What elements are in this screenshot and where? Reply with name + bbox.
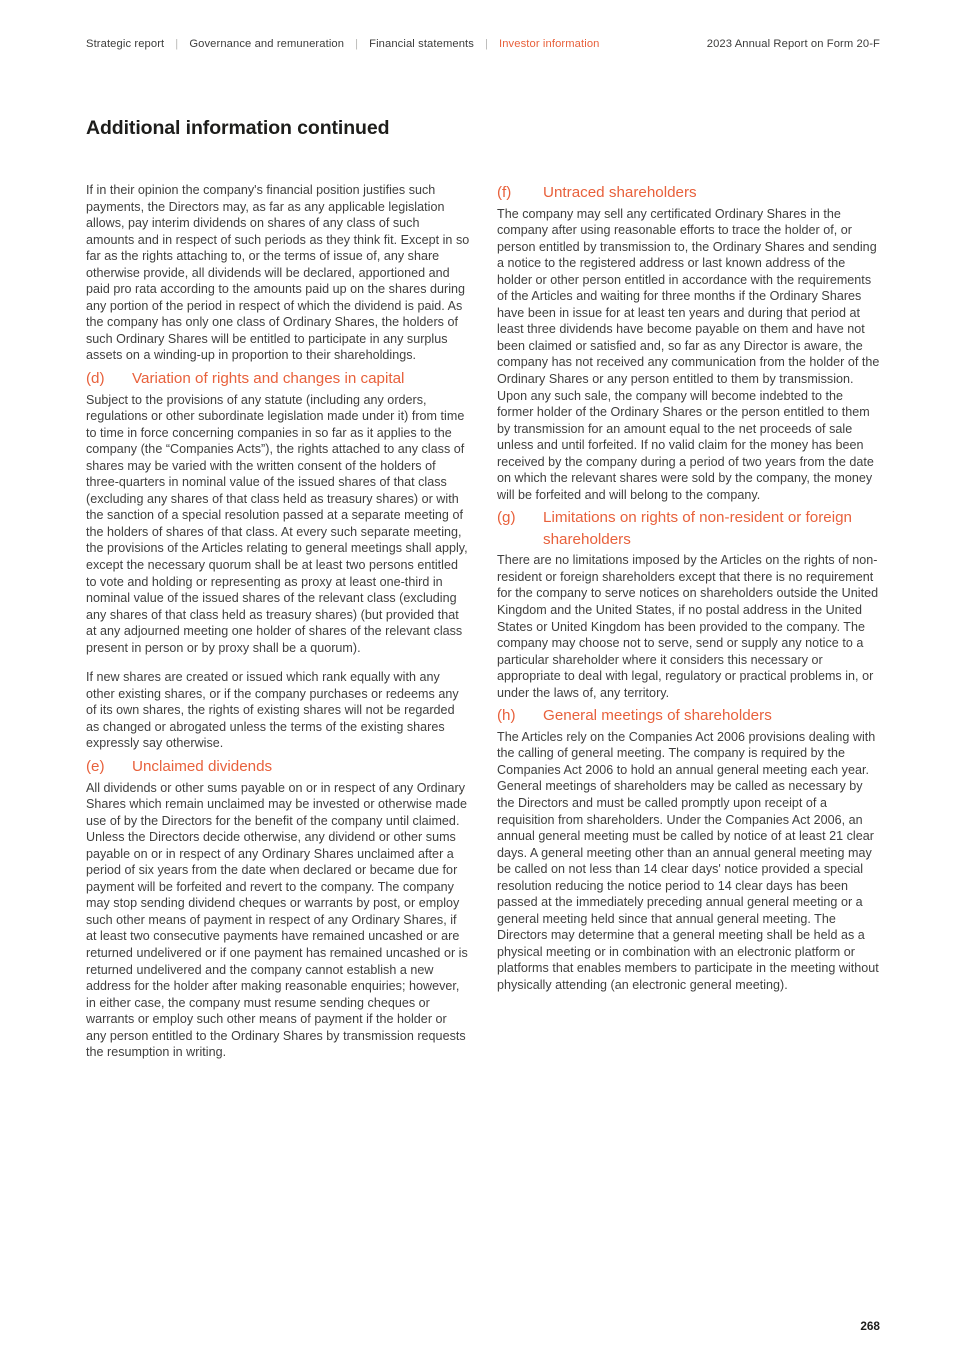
paragraph: All dividends or other sums payable on or in respect of any Ordinary Shares which remain unclaimed may be invested or otherwise made use of by the Directors for the benefit of the company until claimed. Unless the Directors decide otherwise, any dividend or other sums payable on or in respect of any Ordinary Shares unclaimed after a period of six years from the date when declared or became due for payment will be forfeited and revert to the company. The company may stop sending dividend cheques or warrants by post, or employ such other means of payment in respect of any Ordinary Shares, if at least two consecutive payments have remained uncashed or are returned undelivered or if one payment has remained uncashed or is returned undelivered and the company cannot establish a new address for the holder after making reasonable enquiries; however, in either case, the company must resume sending cheques or warrants or employ such other means of payment if the holder or any person entitled to the Ordinary Shares by transmission requests the resumption in writing. [86, 780, 468, 1060]
section-nav [86, 38, 600, 50]
section-heading-f [497, 182, 881, 204]
paragraph: If new shares are created or issued which rank equally with any other existing shares, or if the company purchases or redeems any of its own shares, the rights of existing shares will not be regarded as changed or abrogated unless the terms of the existing shares expressly say otherwise. [86, 670, 459, 751]
nav-item-investor-information[interactable]: Investor information [499, 38, 600, 50]
section-label: (e) [86, 758, 105, 775]
nav-separator: | [175, 38, 179, 50]
right-column [497, 182, 881, 1061]
section-heading-g [497, 507, 881, 550]
section-title: Unclaimed dividends [132, 758, 273, 775]
paragraph: If in their opinion the company's financial position justifies such payments, the Directors may, as far as any applicable legislation allows, pay interim dividends on shares of any class of such amounts and in respect of such periods as they think fit. Except in so far as the rights attaching to, or the terms of issue of, any share otherwise provide, all dividends will be declared, apportioned and paid pro rata according to the amounts paid up on the shares during any portion of the period in respect of which the dividend is paid. As the company has only one class of Ordinary Shares, the holders of such Ordinary Shares will be entitled to participate in any surplus assets on a winding-up in proportion to their shareholdings. [86, 183, 470, 363]
section-label: (g) [497, 509, 516, 527]
section-heading-h [497, 705, 881, 727]
intro-block [86, 182, 470, 364]
section-e [86, 756, 470, 1061]
paragraph: The Articles rely on the Companies Act 2006 provisions dealing with the calling of general meeting. The company is required by the Companies Act 2006 to hold an annual general meeting each year. General meetings of shareholders may be called as necessary by the Directors and must be called promptly upon receipt of a requisition from shareholders. Under the Companies Act 2006, an annual general meeting must be called by notice of at least 21 clear days. A general meeting other than an annual general meeting may be called on not less than 14 clear days' notice provided a special resolution reducing the notice period to 14 clear days has been passed at the immediately preceding annual general meeting or a general meeting held since that annual general meeting. The Directors may determine that a general meeting shall be held as a physical meeting or in combination with an electronic platform or platforms that enables members to participate in the meeting without physically attending (an electronic general meeting). [497, 729, 879, 992]
section-label: (h) [497, 707, 516, 725]
paragraph: There are no limitations imposed by the Articles on the rights of non-resident or foreign shareholders except that there is no requirement for the company to serve notices on shareholders outside the United Kingdom and the United States, if no postal address in the United States or United Kingdom has been provided to the company. The company may choose not to serve, send or supply any notice to a particular shareholder where it considers this necessary or appropriate to deal with legal, regulatory or practical problems in, or under the laws of, any territory. [497, 553, 879, 700]
document-title: 2023 Annual Report on Form 20-F [706, 38, 880, 50]
section-title: Limitations on rights of non-resident or foreign shareholders [543, 509, 852, 548]
section-title: Untraced shareholders [543, 184, 697, 201]
nav-item-strategic-report[interactable]: Strategic report [86, 38, 165, 50]
section-heading-e [86, 756, 470, 778]
section-h [497, 705, 881, 993]
page-number: 268 [860, 1319, 880, 1333]
section-label: (d) [86, 370, 105, 388]
section-d [86, 368, 470, 752]
nav-item-financial-statements[interactable]: Financial statements [369, 38, 474, 50]
page-title: Additional information continued [86, 117, 390, 140]
section-title: Variation of rights and changes in capital [132, 370, 405, 388]
paragraph: The company may sell any certificated Ordinary Shares in the company after using reasonable efforts to trace the holder of, or person entitled by transmission to, the Ordinary Shares and sending a notice to the registered address or last known address of the holder or other person entitled in accordance with the requirements of the Articles and waiting for three months if the Ordinary Shares have been in issue for at least ten years and during that period at least three dividends have become payable on them and have not been claimed or satisfied and, so far as any Director is aware, the company has not received any communication from the holder of the Ordinary Shares or any person entitled to them by transmission. Upon any such sale, the company will become indebted to the former holder of the Ordinary Shares or the person entitled to them by transmission for an amount equal to the net proceeds of sale unless and until forfeited. If no valid claim for the money has been received by the company during a period of two years from the date on which the relevant shares were sold by the company, the money will be forfeited and will belong to the company. [497, 206, 880, 502]
running-header [86, 38, 880, 50]
nav-separator: | [355, 38, 359, 50]
left-column [86, 182, 470, 1061]
two-column-body [86, 182, 881, 1061]
section-g [497, 507, 881, 701]
nav-separator: | [484, 38, 488, 50]
paragraph: Subject to the provisions of any statute (including any orders, regulations or other subordinate legislation made under it) from time to time in force concerning companies in so far as it applies to the company (the “Companies Acts”), the rights attached to any class of shares may be varied with the written consent of the holders of three-quarters in nominal value of the issued shares of that class (excluding any shares of that class held as treasury shares) or with the sanction of a special resolution passed at a separate meeting of the holders of shares of that class. At every such separate meeting, the provisions of the Articles relating to general meetings shall apply, except the necessary quorum shall be at least two persons entitled to vote and holding or representing as proxy at least one-third in nominal value of the issued shares of the relevant class (excluding any shares of that class held as treasury shares) (but provided that at any adjourned meeting one holder of shares of the relevant class present in person or by proxy shall be a quorum). [86, 392, 468, 655]
section-label: (f) [497, 184, 512, 201]
section-f [497, 182, 881, 503]
section-title: General meetings of shareholders [543, 707, 772, 725]
nav-item-governance-and-remuneration[interactable]: Governance and remuneration [189, 38, 345, 50]
section-heading-d [86, 368, 470, 390]
